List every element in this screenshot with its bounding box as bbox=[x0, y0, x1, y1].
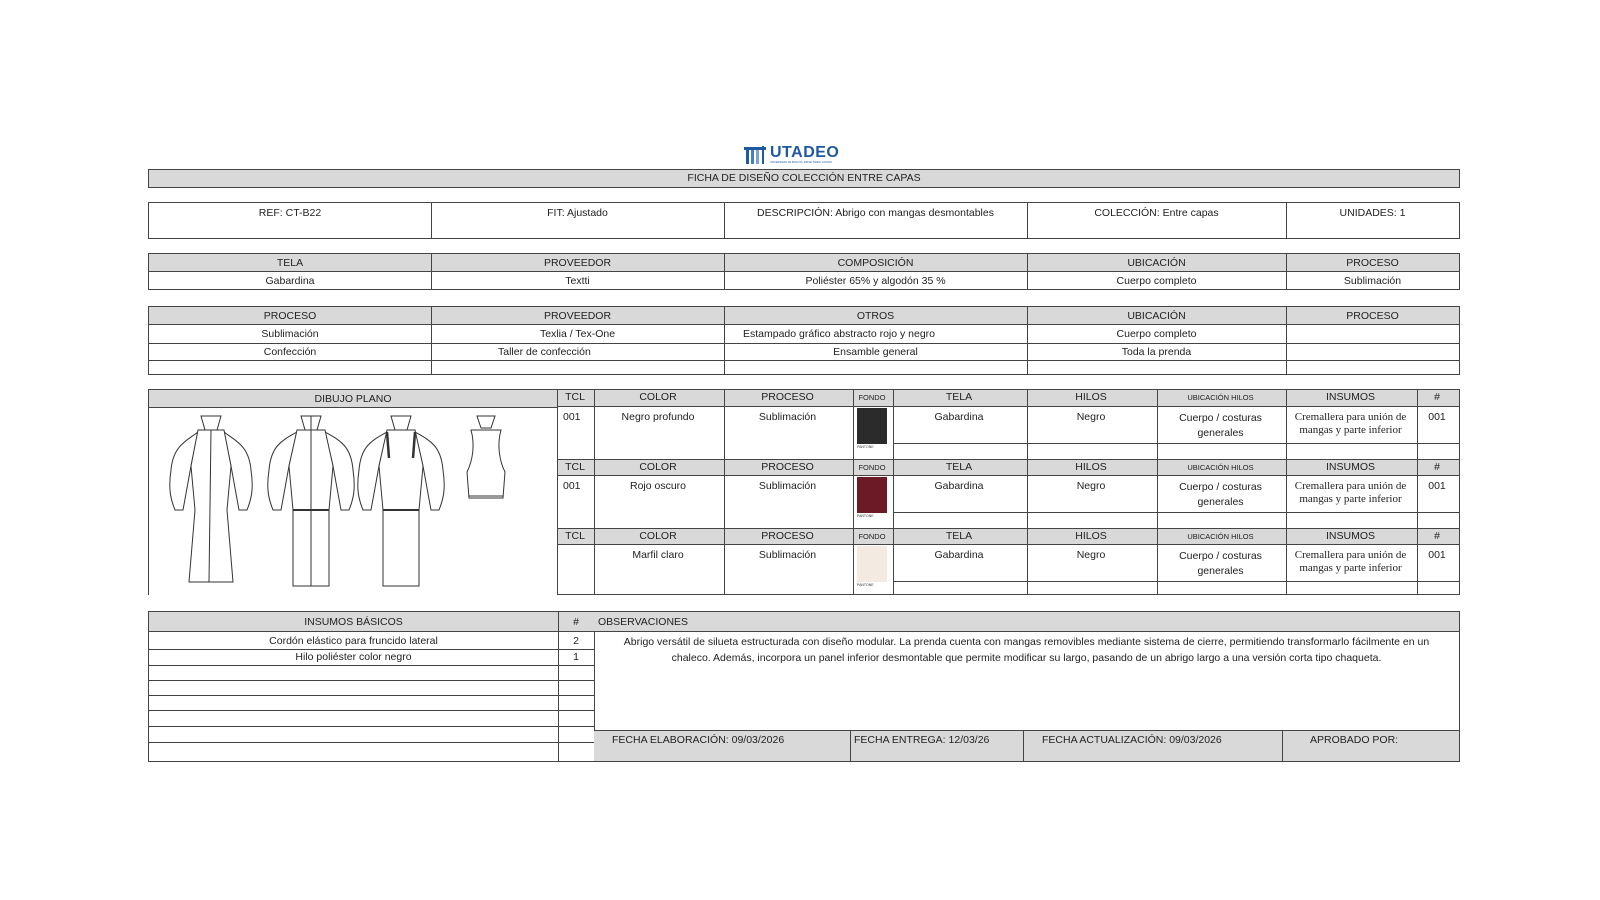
page-title: FICHA DE DISEÑO COLECCIÓN ENTRE CAPAS bbox=[687, 172, 921, 184]
colorway-content bbox=[557, 389, 1460, 595]
observations-text-line-1: Abrigo versátil de silueta estructurada con diseño modular. La prenda cuenta con mangas removibles mediante sistema de cierre, permitiendo transformarlo fácilmente en un bbox=[623, 636, 1430, 648]
colorway-header-ubicacion-hilos: UBICACIÓN HILOS bbox=[1187, 462, 1254, 472]
basic-supply-qty: 1 bbox=[573, 651, 579, 663]
fecha-entrega: FECHA ENTREGA: 12/03/26 bbox=[854, 734, 990, 746]
basic-supply-item: Hilo poliéster color negro bbox=[295, 651, 412, 663]
basic-supplies-table bbox=[148, 611, 595, 762]
observations-label: OBSERVACIONES bbox=[598, 615, 689, 628]
ref-field: REF: CT-B22 bbox=[258, 207, 322, 219]
process-header-proceso-2: PROCESO bbox=[1346, 309, 1399, 322]
colorway-header-proceso: PROCESO bbox=[761, 460, 814, 473]
fabric-cell: Cuerpo completo bbox=[1116, 275, 1197, 287]
colorway-header-tcl: TCL bbox=[565, 390, 585, 403]
colorway-header-fondo: FONDO bbox=[858, 462, 886, 472]
colorway-thread: Negro bbox=[1076, 549, 1106, 561]
colorway-num: 001 bbox=[1428, 480, 1446, 492]
colorway-num: 001 bbox=[1428, 411, 1446, 423]
fabric-cell: Gabardina bbox=[265, 275, 315, 287]
fabric-table bbox=[148, 253, 1460, 290]
collection-field: COLECCIÓN: Entre capas bbox=[1094, 207, 1219, 219]
fabric-cell: Textti bbox=[565, 275, 590, 287]
colorway-header-hilos: HILOS bbox=[1075, 529, 1107, 542]
colorway-supplies: Cremallera para unión de mangas y parte inferior bbox=[1294, 411, 1407, 436]
colorway-header-insumos: INSUMOS bbox=[1325, 460, 1375, 473]
utadeo-logo-mark-icon bbox=[744, 145, 768, 165]
fabric-cell: Sublimación bbox=[1343, 275, 1402, 287]
colorway-num: 001 bbox=[1428, 549, 1446, 561]
colorway-header-num: # bbox=[1434, 390, 1440, 403]
colorway-header-tela: TELA bbox=[945, 460, 973, 473]
colorway-header-num: # bbox=[1434, 529, 1440, 542]
aprobado-por: APROBADO POR: bbox=[1310, 734, 1399, 746]
process-header-proveedor: PROVEEDOR bbox=[543, 309, 612, 322]
utadeo-logo-text: UTADEO bbox=[770, 144, 840, 161]
description-field: DESCRIPCIÓN: Abrigo con mangas desmontables bbox=[757, 207, 994, 219]
colorway-tcl: 001 bbox=[563, 480, 581, 492]
colorway-header-tela: TELA bbox=[945, 390, 973, 403]
colorway-thread-location: Cuerpo / costuras generales bbox=[1179, 481, 1262, 508]
colorway-header-color: COLOR bbox=[639, 529, 677, 542]
process-header-ubicacion: UBICACIÓN bbox=[1127, 309, 1186, 322]
colorway-header-color: COLOR bbox=[639, 460, 677, 473]
colorway-color: Marfil claro bbox=[632, 549, 684, 561]
colorway-header-tcl: TCL bbox=[565, 529, 585, 542]
process-cell: Sublimación bbox=[261, 328, 319, 340]
colorway-tcl: 001 bbox=[563, 411, 581, 423]
process-cell: Taller de confección bbox=[498, 345, 591, 358]
colorway-header-proceso: PROCESO bbox=[761, 390, 814, 403]
colorway-thread: Negro bbox=[1076, 480, 1106, 492]
basic-supply-qty: 2 bbox=[573, 634, 579, 647]
colorway-header-color: COLOR bbox=[639, 390, 677, 403]
process-cell: Ensamble general bbox=[833, 345, 918, 358]
colorway-header-hilos: HILOS bbox=[1075, 460, 1107, 473]
colorway-thread-location: Cuerpo / costuras generales bbox=[1179, 412, 1262, 439]
pantone-label: PANTONE bbox=[857, 514, 874, 518]
basic-supplies-header: INSUMOS BÁSICOS bbox=[304, 615, 403, 628]
fabric-header-composicion: COMPOSICIÓN bbox=[837, 256, 914, 269]
fabric-header-proveedor: PROVEEDOR bbox=[543, 256, 612, 269]
fabric-header-proceso: PROCESO bbox=[1346, 256, 1399, 269]
colorway-fabric: Gabardina bbox=[934, 549, 984, 561]
process-header-otros: OTROS bbox=[856, 309, 895, 322]
colorway-header-tcl: TCL bbox=[565, 460, 585, 473]
colorway-thread: Negro bbox=[1076, 411, 1106, 423]
fecha-elaboracion: FECHA ELABORACIÓN: 09/03/2026 bbox=[612, 734, 785, 746]
color-swatch bbox=[857, 408, 887, 444]
pantone-label: PANTONE bbox=[857, 445, 874, 449]
flat-drawing-sketch bbox=[153, 410, 553, 596]
colorway-fabric: Gabardina bbox=[934, 411, 984, 423]
process-header-proceso: PROCESO bbox=[263, 309, 317, 322]
basic-supply-item: Cordón elástico para fruncido lateral bbox=[269, 634, 438, 647]
colorway-color: Rojo oscuro bbox=[629, 480, 687, 492]
colorway-fabric: Gabardina bbox=[934, 480, 984, 492]
colorway-supplies: Cremallera para unión de mangas y parte inferior bbox=[1294, 480, 1407, 505]
process-table bbox=[148, 306, 1460, 375]
colorway-thread-location: Cuerpo / costuras generales bbox=[1179, 550, 1262, 577]
colorway-process: Sublimación bbox=[758, 411, 817, 423]
colorway-process: Sublimación bbox=[758, 480, 817, 492]
basic-supplies-num-header: # bbox=[573, 615, 579, 628]
fabric-cell: Poliéster 65% y algodón 35 % bbox=[805, 275, 946, 287]
process-cell: Toda la prenda bbox=[1121, 345, 1192, 358]
color-swatch bbox=[857, 546, 887, 582]
drawing-panel bbox=[148, 389, 557, 595]
colorway-header-fondo: FONDO bbox=[858, 392, 886, 402]
colorway-header-insumos: INSUMOS bbox=[1325, 529, 1375, 542]
colorway-tcl bbox=[559, 545, 593, 565]
colorway-header-ubicacion-hilos: UBICACIÓN HILOS bbox=[1187, 392, 1254, 402]
colorway-header-proceso: PROCESO bbox=[761, 529, 814, 542]
observations-panel bbox=[594, 611, 1460, 762]
process-cell: Confección bbox=[263, 345, 317, 358]
info-row bbox=[148, 202, 1460, 239]
colorway-process: Sublimación bbox=[758, 549, 817, 561]
fecha-actualizacion: FECHA ACTUALIZACIÓN: 09/03/2026 bbox=[1042, 734, 1222, 746]
utadeo-logo-subtitle: UNIVERSIDAD DE BOGOTÁ JORGE TADEO LOZANO bbox=[770, 161, 833, 164]
fabric-header-ubicacion: UBICACIÓN bbox=[1127, 256, 1186, 269]
pantone-label: PANTONE bbox=[857, 583, 874, 587]
utadeo-logo bbox=[744, 144, 864, 166]
process-cell: Texlia / Tex-One bbox=[539, 328, 616, 340]
colorway-header-ubicacion-hilos: UBICACIÓN HILOS bbox=[1187, 531, 1254, 541]
colorway-header-fondo: FONDO bbox=[858, 531, 886, 541]
color-swatch bbox=[857, 477, 887, 513]
drawing-label: DIBUJO PLANO bbox=[314, 392, 392, 405]
title-bar bbox=[148, 169, 1460, 188]
colorway-header-insumos: INSUMOS bbox=[1325, 390, 1375, 403]
colorway-header-hilos: HILOS bbox=[1075, 390, 1107, 403]
colorway-supplies: Cremallera para unión de mangas y parte inferior bbox=[1294, 549, 1407, 574]
fabric-header-tela: TELA bbox=[276, 256, 304, 269]
process-cell: Cuerpo completo bbox=[1116, 328, 1197, 340]
colorway-header-num: # bbox=[1434, 460, 1440, 473]
colorway-color: Negro profundo bbox=[621, 411, 695, 423]
process-cell: Estampado gráfico abstracto rojo y negro bbox=[743, 328, 936, 340]
units-field: UNIDADES: 1 bbox=[1339, 207, 1406, 219]
colorway-header-tela: TELA bbox=[945, 529, 973, 542]
fit-field: FIT: Ajustado bbox=[547, 207, 608, 219]
observations-text-line-2: chaleco. Además, incorpora un panel inferior desmontable que permite modificar su largo, pasando de un abrigo largo a una versión corta tipo chaqueta. bbox=[671, 652, 1382, 664]
